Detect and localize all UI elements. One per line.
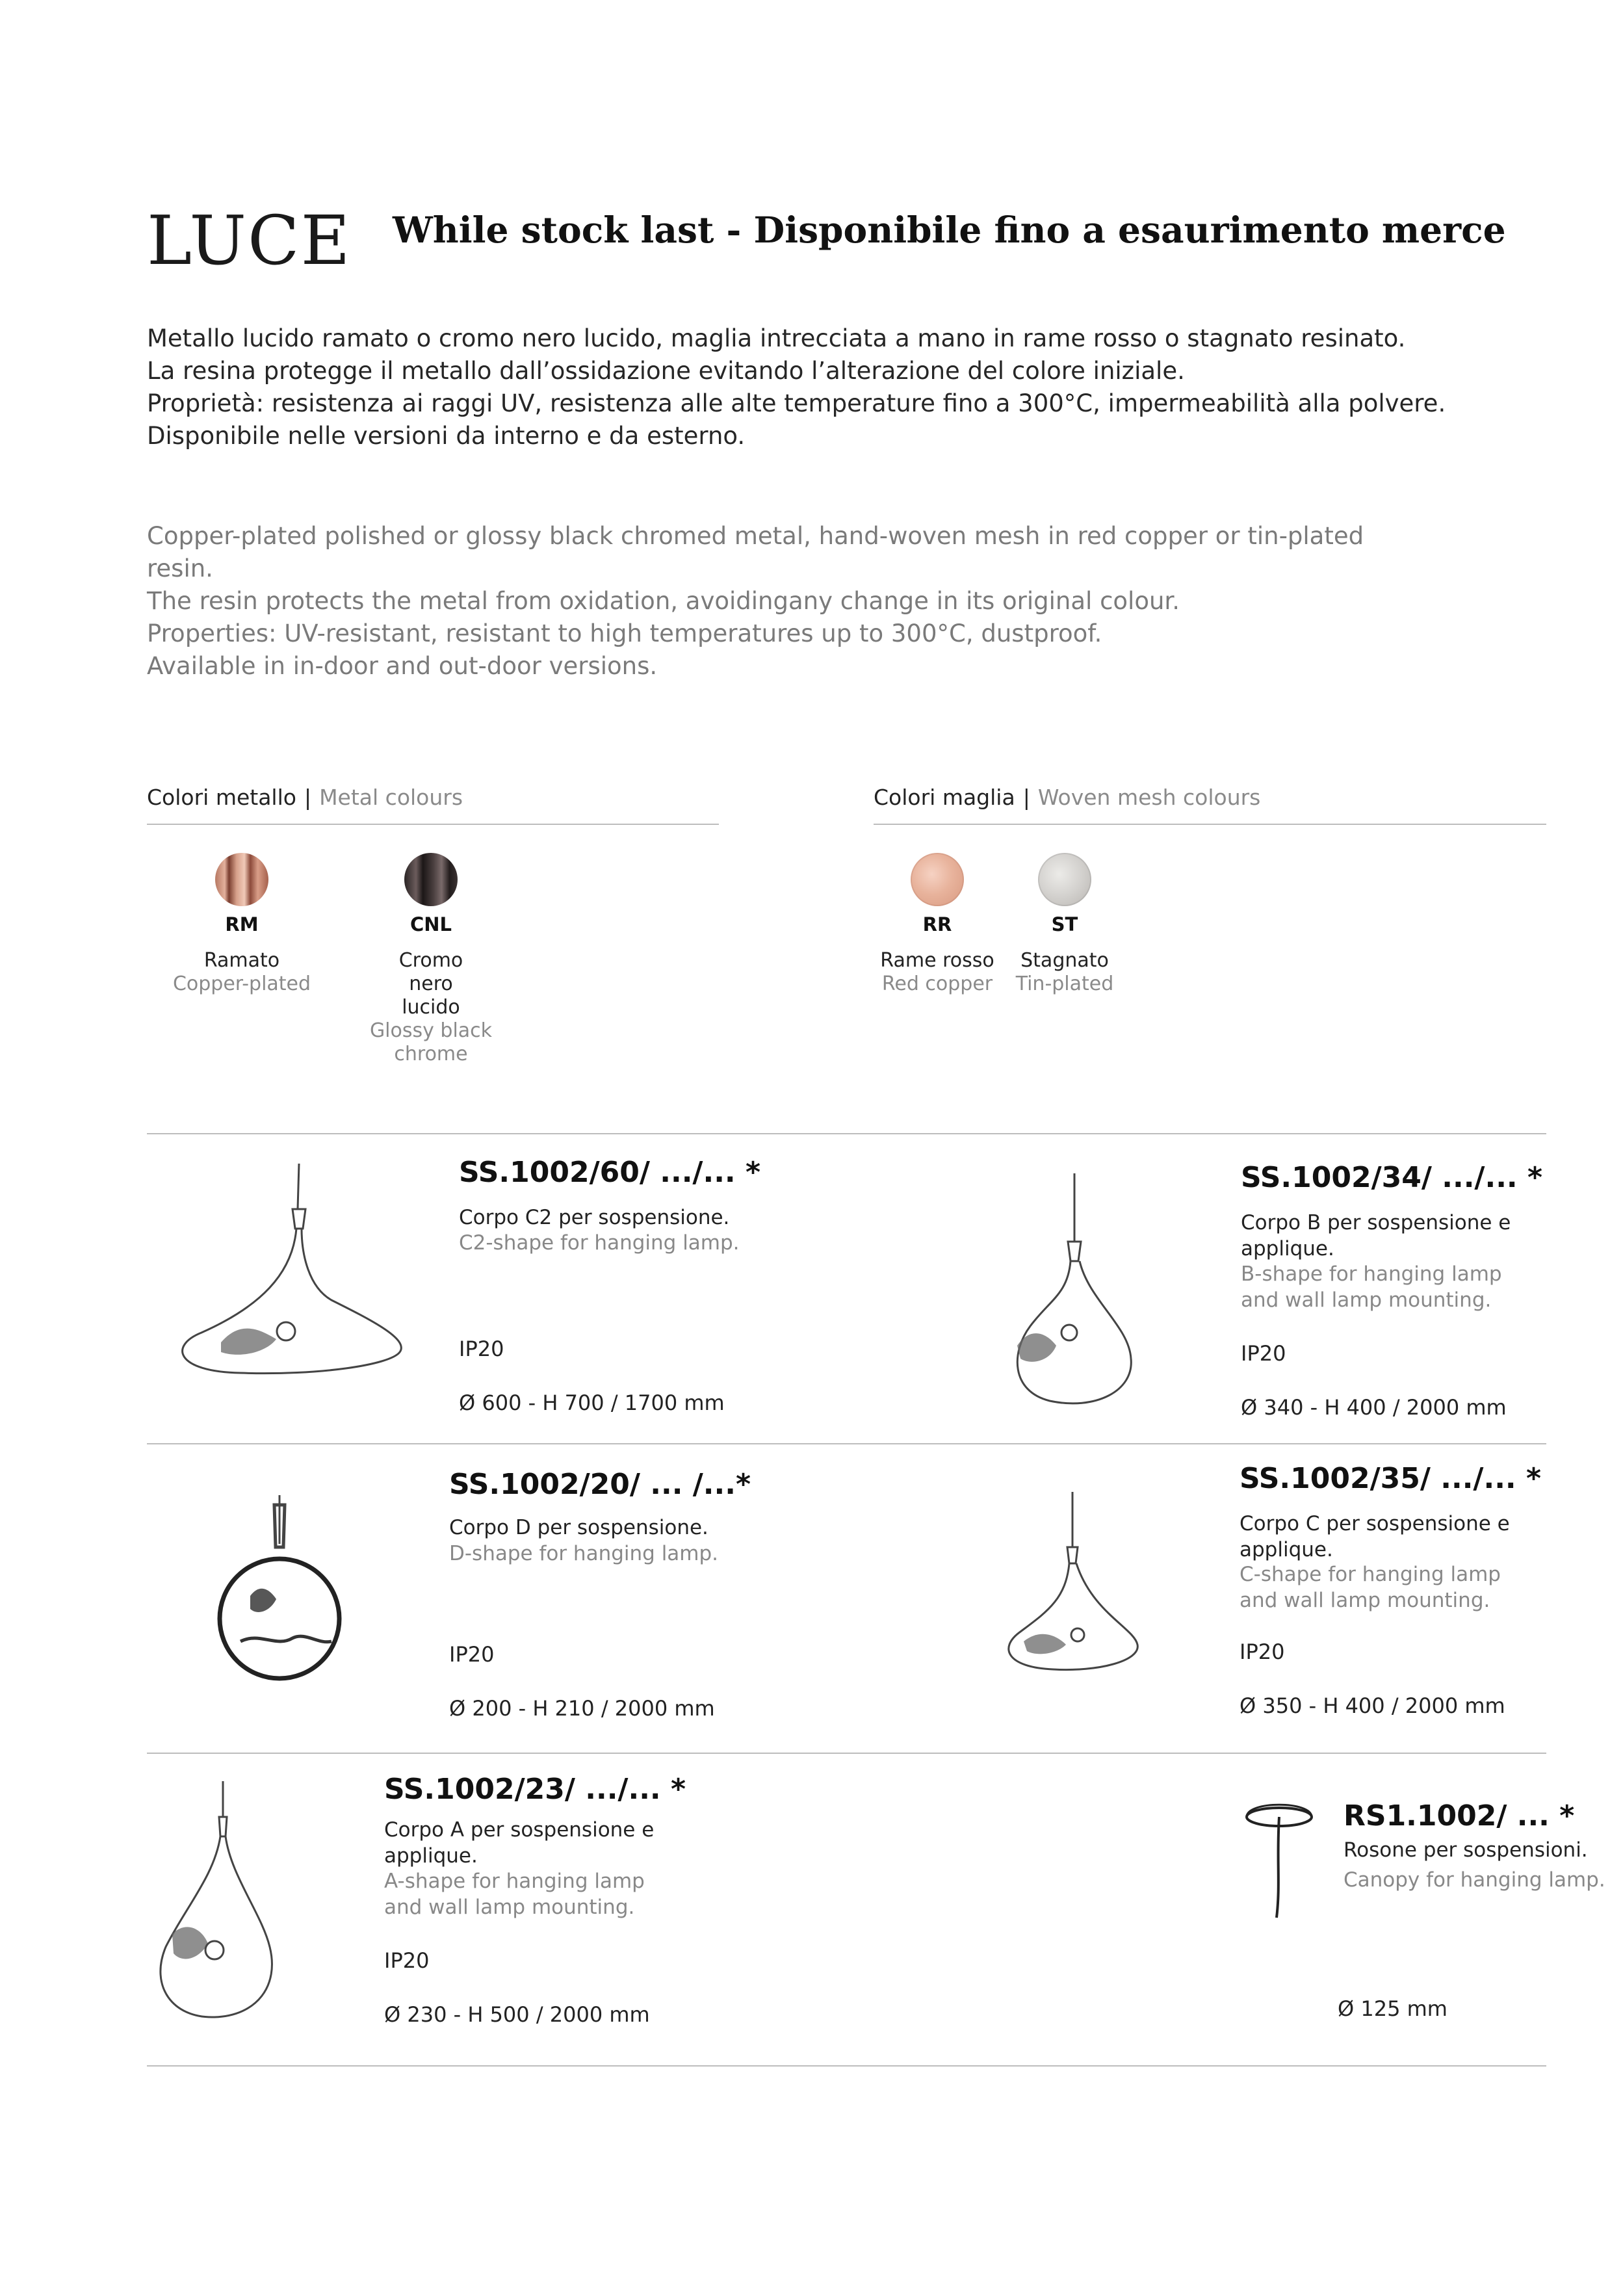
colour-code: CNL [409,913,452,935]
product-description-english: A-shape for hanging lamp and wall lamp mounting. [384,1870,645,1919]
ip-rating: IP20 [459,1337,504,1361]
product-description-english: D-shape for hanging lamp. [449,1542,719,1565]
product-description-italian: Corpo A per sospensione e applique. [384,1818,655,1868]
product-code: RS1.1002/ ... * [1344,1799,1575,1833]
description-line: The resin protects the metal from oxidation, avoidingany change in its original colour. [147,587,1180,615]
colour-name-italian: Ramato [203,949,280,972]
product-description-italian: Corpo C2 per sospensione. [459,1206,730,1229]
product-code: SS.1002/60/ .../... * [459,1156,760,1189]
lamp-c2-shape-illustration [162,1157,416,1391]
product-code: SS.1002/35/ .../... * [1240,1462,1541,1495]
divider [147,1443,1546,1444]
label-separator: | [1022,785,1030,810]
product-description-english: B-shape for hanging lamp and wall lamp mounting. [1241,1262,1502,1312]
divider [147,1133,1546,1134]
lamp-c-shape-illustration [994,1489,1144,1677]
description-line: Proprietà: resistenza ai raggi UV, resistenza alle alte temperature fino a 300°C, impermeabilità alla polvere. [147,389,1446,417]
colour-name-english: Tin-plated [1015,972,1114,995]
mesh-colours-label [874,787,1260,808]
label-italian: Colori maglia [874,785,1015,810]
metal-colours-label [147,787,463,808]
canopy-illustration [1234,1781,1325,1937]
product-code: SS.1002/34/ .../... * [1241,1161,1542,1194]
lamp-b-shape-illustration [991,1170,1147,1411]
label-english: Woven mesh colours [1037,785,1261,810]
product-description-english: Canopy for hanging lamp. [1344,1868,1605,1892]
product-description-italian: Corpo B per sospensione e applique. [1241,1211,1511,1260]
page-title: While stock last - Disponibile fino a esaurimento merce [393,209,1506,251]
colour-name [993,949,1136,996]
lamp-a-shape-illustration [146,1778,289,2025]
description-line: Metallo lucido ramato o cromo nero lucido, maglia intrecciata a mano in rame rosso o stagnato resinato. [147,324,1406,352]
description-line: Available in in-door and out-door versions. [147,652,658,680]
product-dimensions: Ø 350 - H 400 / 2000 mm [1240,1693,1505,1718]
product-dimensions: Ø 125 mm [1338,1996,1448,2021]
description-italian [147,322,1447,452]
colour-name [359,949,502,1066]
label-separator: | [304,785,312,810]
colour-name-italian: Stagnato [1020,949,1109,972]
divider [147,1753,1546,1754]
ip-rating: IP20 [1241,1341,1286,1366]
product-description-italian: Corpo C per sospensione e applique. [1240,1512,1510,1561]
swatch-tin-plated [1038,853,1091,906]
colour-code: ST [1051,913,1078,935]
colour-name-italian: Cromo nero lucido [398,949,463,1019]
description-line: La resina protegge il metallo dall’ossidazione evitando l’alterazione del colore iniziale. [147,357,1185,385]
description-line: Disponibile nelle versioni da interno e da esterno. [147,422,746,450]
product-dimensions: Ø 230 - H 500 / 2000 mm [384,2002,650,2027]
colour-name-italian: Rame rosso [880,949,994,972]
swatch-red-copper [911,853,964,906]
colour-name-english: Copper-plated [172,972,311,995]
product-dimensions: Ø 200 - H 210 / 2000 mm [449,1696,715,1721]
product-description-italian: Rosone per sospensioni. [1344,1838,1588,1862]
swatch-glossy-black-chrome [404,853,458,906]
description-english [147,520,1447,683]
product-dimensions: Ø 340 - H 400 / 2000 mm [1241,1395,1507,1420]
ip-rating: IP20 [1240,1639,1285,1664]
divider [874,824,1546,825]
ip-rating: IP20 [384,1948,430,1973]
description-line: resin. [147,554,213,582]
description-line: Copper-plated polished or glossy black chromed metal, hand-woven mesh in red copper or tin-plated [147,522,1364,550]
colour-name [866,949,1009,996]
brand-logo: LUCE [147,201,352,280]
colour-name [170,949,313,996]
divider [147,824,719,825]
ip-rating: IP20 [449,1642,495,1667]
description-line: Properties: UV-resistant, resistant to high temperatures up to 300°C, dustproof. [147,620,1102,647]
product-code: SS.1002/20/ ... /...* [449,1468,751,1501]
colour-code: RR [922,913,952,935]
colour-name-english: Red copper [881,972,993,995]
product-dimensions: Ø 600 - H 700 / 1700 mm [459,1390,725,1415]
colour-name-english: Glossy black chrome [369,1019,493,1065]
lamp-d-shape-illustration [214,1492,344,1693]
colour-code: RM [225,913,259,935]
product-description-english: C2-shape for hanging lamp. [459,1231,740,1255]
product-description-english: C-shape for hanging lamp and wall lamp mounting. [1240,1563,1501,1612]
swatch-copper-plated [215,853,268,906]
product-code: SS.1002/23/ .../... * [384,1773,686,1806]
divider [147,2065,1546,2067]
label-english: Metal colours [319,785,463,810]
label-italian: Colori metallo [147,785,296,810]
product-description-italian: Corpo D per sospensione. [449,1516,708,1539]
